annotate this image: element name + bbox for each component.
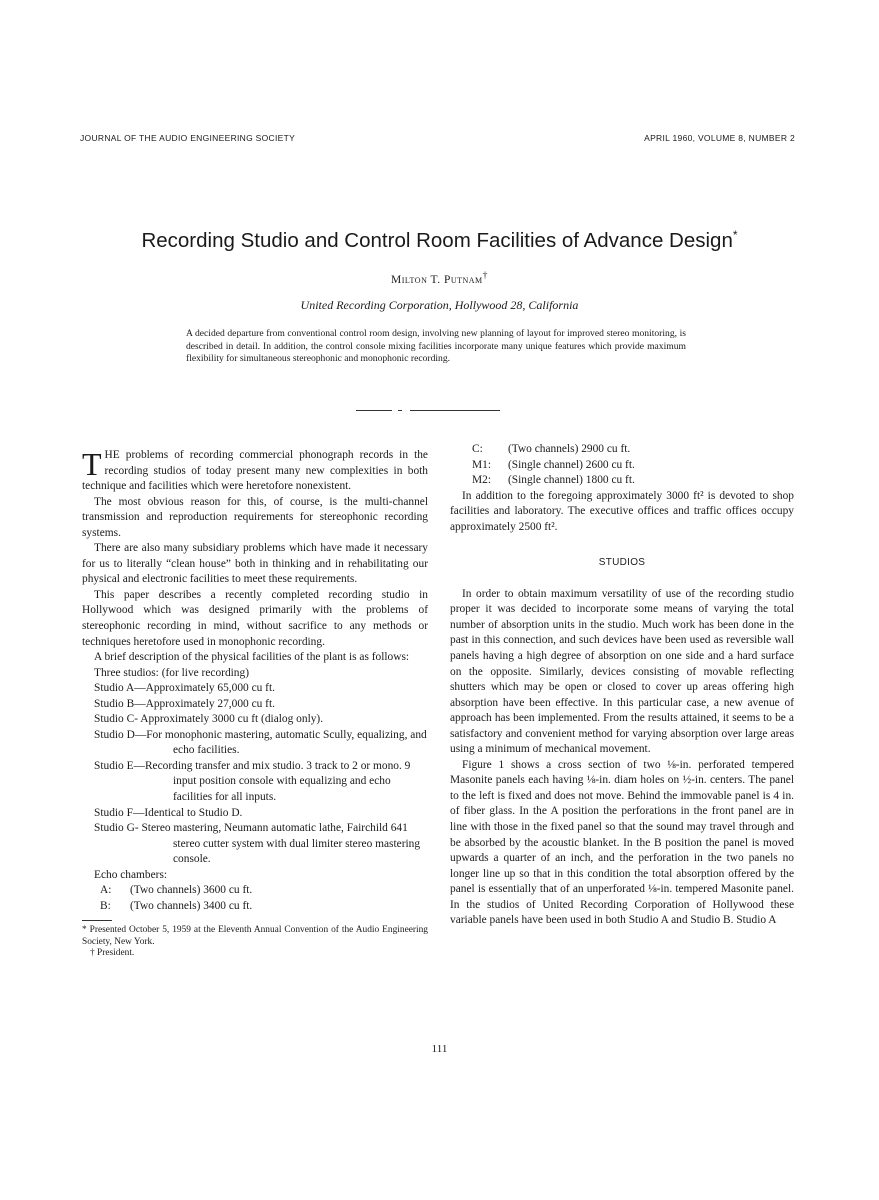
echo-text: (Single channel) 2600 cu ft. bbox=[508, 458, 635, 471]
studio-item-a bbox=[94, 681, 428, 697]
studio-item-g bbox=[94, 821, 428, 868]
studios-paragraph-1: In order to obtain maximum versatility of use of the recording studio proper it was decided to incorporate some means of varying the total number of absorption units in the studio. Much work has been done in the past in this connection, and such devices have been used as reversible wall panels having a high degree of absorption on one side and a hard surface on the opposite. Similarly, devices consisting of movable reflecting shutters which may be open or closed to cover up areas offering high absorption have been effective. In this particular case, a new avenue of approach has been implemented. From the results attained, it seems to be a satisfactory and convenient method for varying absorption over large areas using a minimum of mechanical movement. bbox=[450, 587, 794, 756]
studio-list bbox=[82, 681, 428, 868]
paper-title-text: Recording Studio and Control Room Facilities of Advance Design bbox=[141, 228, 733, 252]
studio-text: —Identical to Studio D. bbox=[132, 806, 243, 819]
footnote-1: * Presented October 5, 1959 at the Eleventh Annual Convention of the Audio Engineering Society, New York. bbox=[82, 925, 428, 947]
paragraph-2: The most obvious reason for this, of course, is the multi-channel transmission and reproduction requirements for stereophonic recording systems. bbox=[82, 495, 428, 539]
author-name: Milton T. Putnam bbox=[391, 273, 483, 286]
studio-text: Stereo mastering, Neumann automatic lathe, Fairchild 641 stereo cutter system with dual limiter stereo mastering console. bbox=[138, 822, 421, 866]
studio-item-b bbox=[94, 697, 428, 713]
paragraph-4: This paper describes a recently completed recording studio in Hollywood which was designed primarily with the problems of stereophonic recording in mind, without sacrifice to any methods or techniques heretofore used in monophonic recording. bbox=[82, 588, 428, 648]
separator-rule-dot bbox=[398, 410, 402, 411]
echo-text: (Single channel) 1800 cu ft. bbox=[508, 474, 635, 487]
footnotes bbox=[82, 925, 428, 960]
intro-paragraph-text: HE problems of recording commercial phonograph records in the recording studios of today present many new complexities in both technique and facilities which were heretofore nonexistent. bbox=[82, 449, 428, 493]
echo-text: (Two channels) 2900 cu ft. bbox=[508, 443, 631, 455]
author-footnote-mark: † bbox=[482, 270, 488, 281]
echo-key: M1: bbox=[472, 458, 491, 471]
studios-paragraph-2: Figure 1 shows a cross section of two ⅛-in. perforated tempered Masonite panels each having ⅛-in. diam holes on ½-in. centers. The panel to the left is fixed and does not move. Behind the immovable panel is 4 in. of fiber glass. In the A position the perforations in the front panel are in line with those in the fixed panel so that the sound may travel through and be absorbed by the acoustic blanket. In the B position the panel is moved upwards a quarter of an inch, and the perforation in the two panels no longer line up so that in this condition the total absorption offered by the panel is essentially that of an unperforated ⅛-in. tempered Masonite panel. In the studios of United Recording Corporation of Hollywood these variable panels have been used in both Studio A and Studio B. Studio A bbox=[450, 758, 794, 927]
abstract: A decided departure from conventional control room design, involving new planning of layout for improved stereo monitoring, is described in detail. In addition, the control console mixing facilities incorporate many unique features which provide maximum flexibility for simultaneous stereophonic and monophonic recording. bbox=[186, 328, 686, 364]
footnote-rule bbox=[82, 920, 112, 921]
separator-rule-long bbox=[410, 410, 500, 411]
footnote-2: † President. bbox=[90, 948, 135, 959]
studios-intro: Three studios: (for live recording) bbox=[94, 666, 249, 679]
studio-key: Studio B bbox=[94, 697, 135, 710]
intro-paragraph bbox=[82, 448, 428, 495]
echo-item-m2 bbox=[450, 473, 794, 489]
paragraph-5: A brief description of the physical facilities of the plant is as follows: bbox=[94, 651, 410, 664]
title-footnote-mark: * bbox=[732, 228, 738, 242]
studio-text: —Approximately 27,000 cu ft. bbox=[134, 697, 275, 710]
studio-key: Studio E bbox=[94, 759, 134, 772]
studio-item-d bbox=[94, 728, 428, 759]
echo-text: (Two channels) 3600 cu ft. bbox=[130, 884, 253, 897]
studio-text: —For monophonic mastering, automatic Scully, equalizing, and echo facilities. bbox=[134, 728, 427, 757]
paper-title bbox=[0, 228, 879, 253]
studio-key: Studio D bbox=[94, 728, 135, 741]
echo-key: C: bbox=[472, 443, 483, 455]
echo-key: B: bbox=[100, 899, 111, 912]
page-number: 111 bbox=[431, 1043, 448, 1055]
echo-item-b bbox=[82, 899, 428, 915]
facilities-paragraph: In addition to the foregoing approximately 3000 ft² is devoted to shop facilities and laboratory. The executive offices and traffic offices occupy approximately 2500 ft². bbox=[450, 489, 794, 533]
echo-text: (Two channels) 3400 cu ft. bbox=[130, 899, 253, 912]
section-heading-studios: STUDIOS bbox=[598, 557, 646, 569]
left-column bbox=[82, 448, 428, 960]
affiliation: United Recording Corporation, Hollywood 28, California bbox=[300, 298, 579, 312]
studio-key: Studio C- bbox=[94, 713, 138, 726]
author bbox=[0, 270, 879, 286]
separator-rule-short bbox=[356, 410, 392, 411]
echo-key: M2: bbox=[472, 474, 491, 487]
right-column bbox=[450, 442, 794, 929]
studio-item-f bbox=[94, 806, 428, 822]
studio-text: —Recording transfer and mix studio. 3 track to 2 or mono. 9 input position console with equalizing and echo facilities for all inputs. bbox=[133, 759, 411, 804]
echo-key: A: bbox=[100, 884, 112, 897]
echo-item-a bbox=[82, 883, 428, 899]
studio-key: Studio F bbox=[94, 806, 133, 819]
paragraph-3: There are also many subsidiary problems which have made it necessary for us to literally “clean house” both in thinking and in rehabilitating our physical and electronic facilities to meet these requirements. bbox=[82, 542, 428, 586]
echo-item-m1 bbox=[450, 458, 794, 474]
studio-text: Approximately 3000 cu ft (dialog only). bbox=[138, 713, 324, 726]
running-header-journal: JOURNAL OF THE AUDIO ENGINEERING SOCIETY bbox=[80, 133, 296, 143]
running-header-issue: APRIL 1960, VOLUME 8, NUMBER 2 bbox=[644, 133, 795, 143]
studio-item-e bbox=[94, 759, 428, 806]
echo-intro: Echo chambers: bbox=[94, 868, 168, 881]
studio-key: Studio A bbox=[94, 682, 135, 695]
studio-key: Studio G- bbox=[94, 822, 139, 835]
echo-item-c bbox=[450, 442, 794, 458]
studio-item-c bbox=[94, 712, 428, 728]
studio-text: —Approximately 65,000 cu ft. bbox=[134, 682, 275, 695]
drop-cap: T bbox=[82, 446, 102, 482]
